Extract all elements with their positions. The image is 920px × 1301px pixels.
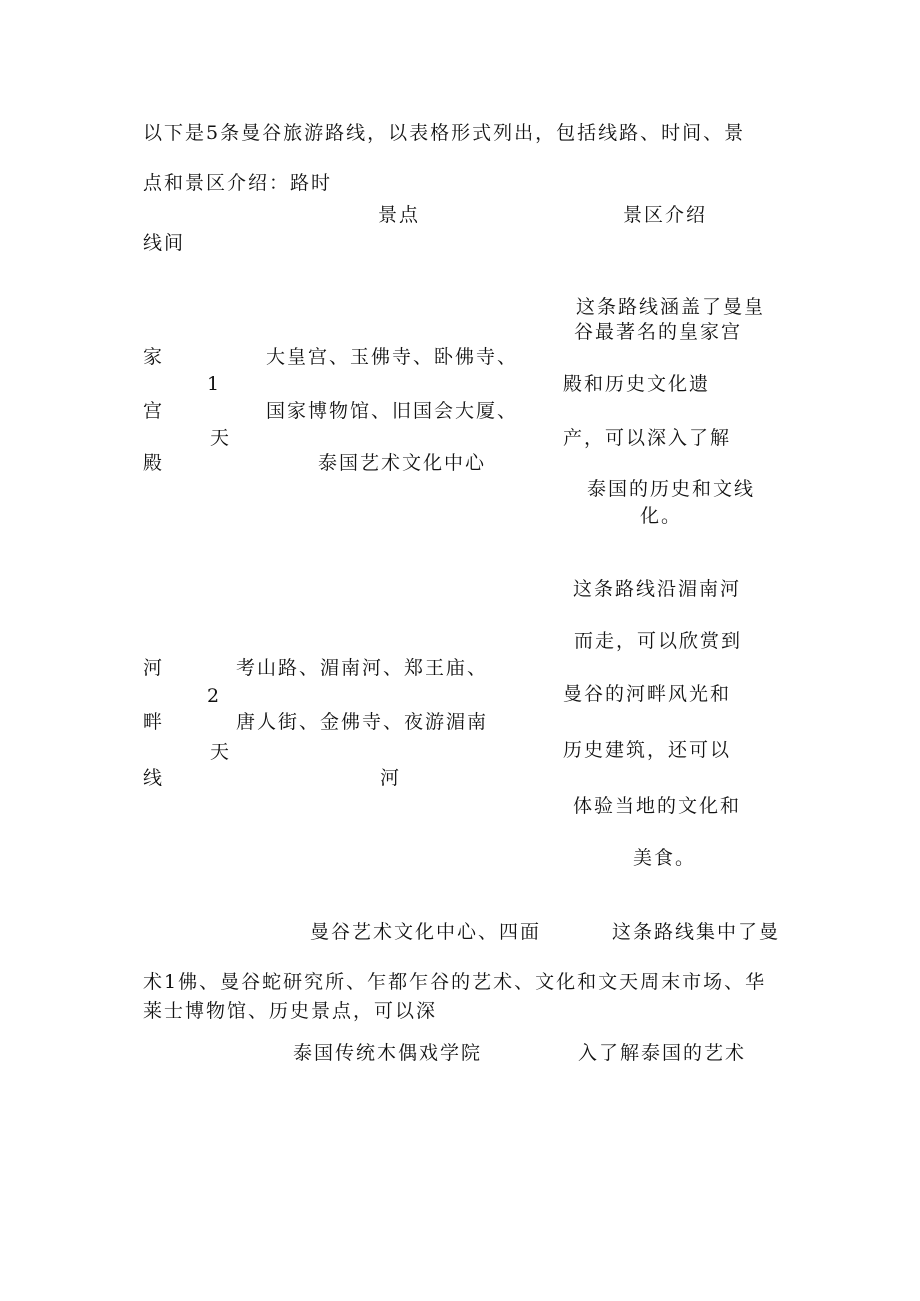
route1-intro-line: 这条路线涵盖了曼皇 xyxy=(576,296,766,318)
route2-intro-line: 美食。 xyxy=(633,847,697,869)
route2-spots-line: 考山路、湄南河、郑王庙、 xyxy=(236,657,489,679)
route2-name-char: 河 xyxy=(143,657,163,679)
route3-intro-line: 入了解泰国的艺术 xyxy=(578,1042,747,1064)
route2-name-char: 畔 xyxy=(143,711,163,733)
route3-spots-line: 曼谷艺术文化中心、四面 xyxy=(310,921,542,943)
header-spots: 景点 xyxy=(378,204,421,226)
route1-name-char: 宫 xyxy=(143,400,163,422)
route2-name-char: 线 xyxy=(143,767,163,789)
route2-day-unit: 天 xyxy=(210,741,230,763)
route1-intro-line: 化。 xyxy=(640,505,683,527)
intro-line-2: 点和景区介绍：路时 xyxy=(143,172,333,194)
route1-spots-line: 泰国艺术文化中心 xyxy=(318,452,487,474)
route1-day-unit: 天 xyxy=(210,427,230,449)
route2-intro-line: 这条路线沿湄南河 xyxy=(573,578,742,600)
route3-intro-line: 这条路线集中了曼 xyxy=(612,921,781,943)
route3-mixed-line: 术1佛、曼谷蛇研究所、乍都乍谷的艺术、文化和文天周末市场、华 xyxy=(143,971,767,993)
header-route-time: 线间 xyxy=(143,232,186,254)
route2-spots-line: 唐人街、金佛寺、夜游湄南 xyxy=(236,711,489,733)
header-intro: 景区介绍 xyxy=(623,204,708,226)
route3-spots-line: 泰国传统木偶戏学院 xyxy=(293,1042,483,1064)
intro-line-1: 以下是5条曼谷旅游路线，以表格形式列出，包括线路、时间、景 xyxy=(143,122,746,144)
route1-intro-line: 殿和历史文化遗 xyxy=(563,373,711,395)
route2-intro-line: 而走，可以欣赏到 xyxy=(574,630,743,652)
route3-mixed-line: 莱士博物馆、历史景点，可以深 xyxy=(143,1000,438,1022)
route1-intro-line: 泰国的历史和文线 xyxy=(587,478,756,500)
route1-days: 1 xyxy=(207,373,220,395)
route1-intro-line: 谷最著名的皇家宫 xyxy=(574,321,743,343)
route1-name-char: 殿 xyxy=(143,452,163,474)
route2-days: 2 xyxy=(207,685,220,707)
route1-name-char: 家 xyxy=(143,346,163,368)
route2-intro-line: 曼谷的河畔风光和 xyxy=(563,683,732,705)
route1-spots-line: 国家博物馆、旧国会大厦、 xyxy=(266,400,519,422)
route2-intro-line: 体验当地的文化和 xyxy=(573,795,742,817)
route1-intro-line: 产，可以深入了解 xyxy=(563,427,732,449)
route2-intro-line: 历史建筑，还可以 xyxy=(563,739,732,761)
route1-spots-line: 大皇宫、玉佛寺、卧佛寺、 xyxy=(266,346,519,368)
route2-spots-line: 河 xyxy=(380,767,402,789)
